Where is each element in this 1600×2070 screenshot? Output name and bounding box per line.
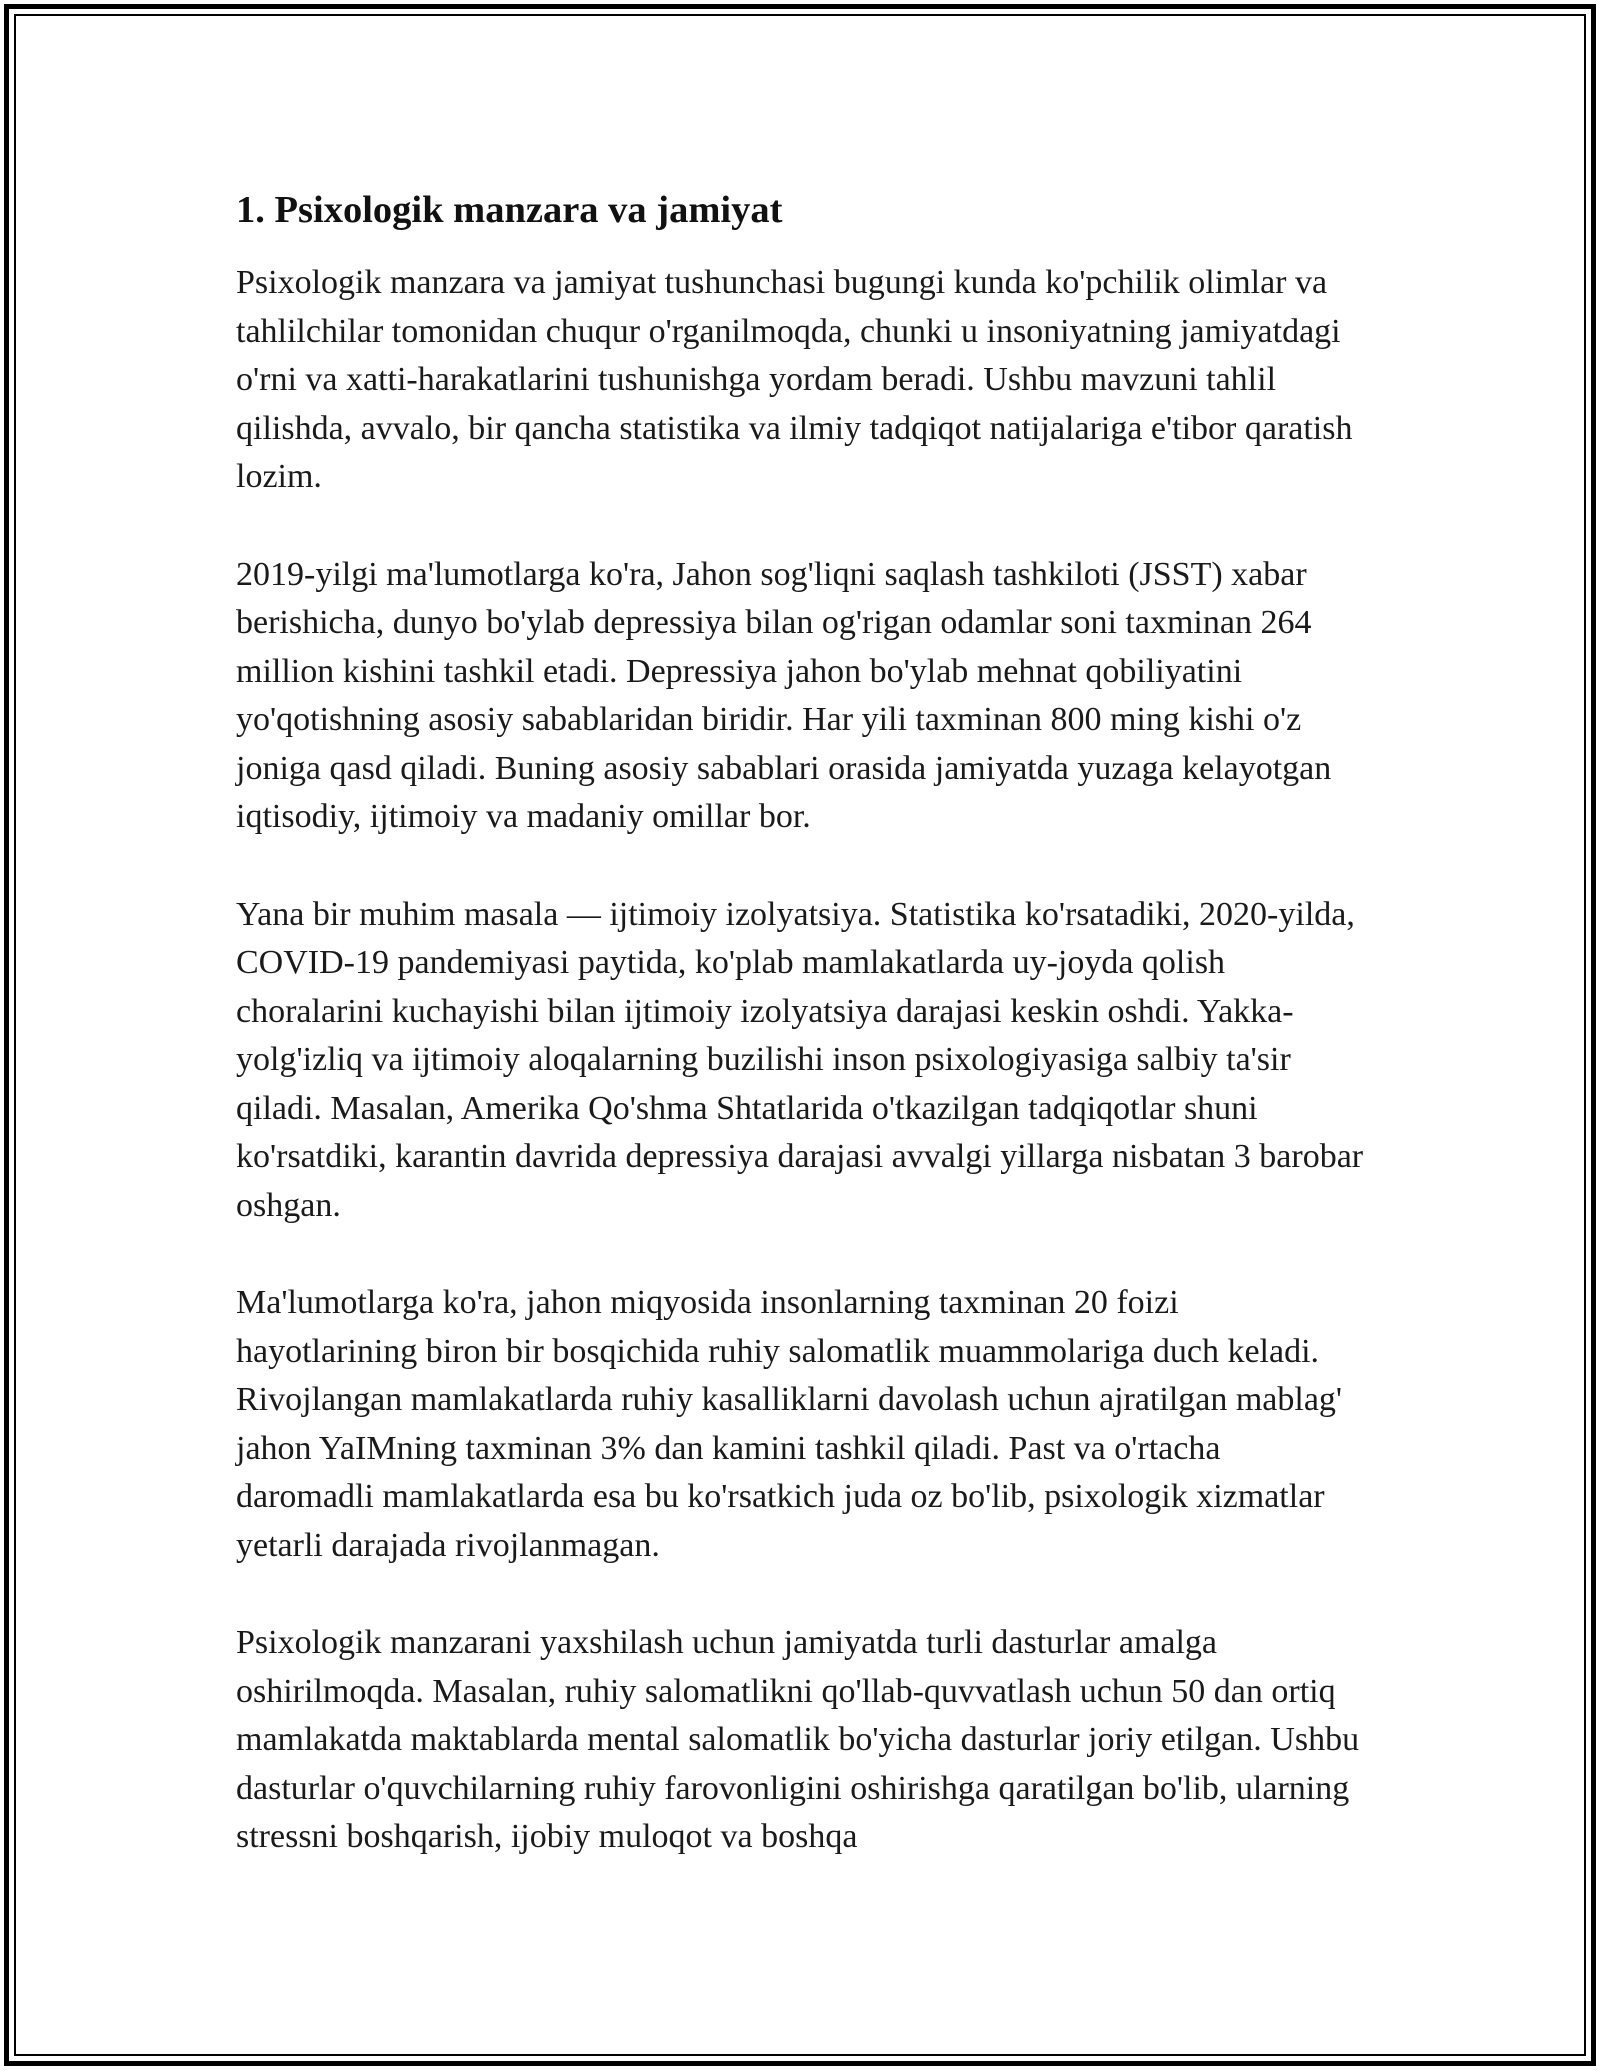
paragraph-4: Ma'lumotlarga ko'ra, jahon miqyosida insonlarning taxminan 20 foizi hayotlarining biron bir bosqichida ruhiy salomatlik muammolariga duch keladi. Rivojlangan mamlakatlarda ruhiy kasalliklarni davolash uchun ajratilgan mablag' jahon YaIMning taxminan 3% dan kamini tashkil qiladi. Past va o'rtacha daromadli mamlakatlarda esa bu ko'rsatkich juda oz bo'lib, psixologik xizmatlar yetarli darajada rivojlanmagan.	[236, 1284, 1343, 1564]
section-heading: 1. Psixologik manzara va jamiyat	[236, 189, 783, 231]
paragraph-1: Psixologik manzara va jamiyat tushunchasi bugungi kunda ko'pchilik olimlar va tahlilchilar tomonidan chuqur o'rganilmoqda, chunki u insoniyatning jamiyatdagi o'rni va xatti-harakatlarini tushunishga yordam beradi. Ushbu mavzuni tahlil qilishda, avvalo, bir qancha statistika va ilmiy tadqiqot natijalariga e'tibor qaratish lozim.	[236, 264, 1353, 495]
paragraph-2: 2019-yilgi ma'lumotlarga ko'ra, Jahon sog'liqni saqlash tashkiloti (JSST) xabar berishicha, dunyo bo'ylab depressiya bilan og'rigan odamlar soni taxminan 264 million kishini tashkil etadi. Depressiya jahon bo'ylab mehnat qobiliyatini yo'qotishning asosiy sabablaridan biridir. Har yili taxminan 800 ming kishi o'z joniga qasd qiladi. Buning asosiy sabablari orasida jamiyatda yuzaga kelayotgan iqtisodiy, ijtimoiy va madaniy omillar bor.	[236, 555, 1332, 835]
document-body	[236, 186, 1366, 1911]
paragraph-5: Psixologik manzarani yaxshilash uchun jamiyatda turli dasturlar amalga oshirilmoqda. Masalan, ruhiy salomatlikni qo'llab-quvvatlash uchun 50 dan ortiq mamlakatda maktablarda mental salomatlik bo'yicha dasturlar joriy etilgan. Ushbu dasturlar o'quvchilarning ruhiy farovonligini oshirishga qaratilgan bo'lib, ularning stressni boshqarish, ijobiy muloqot va boshqa	[236, 1624, 1360, 1855]
paragraph-3: Yana bir muhim masala — ijtimoiy izolyatsiya. Statistika ko'rsatadiki, 2020-yilda, COVID-19 pandemiyasi paytida, ko'plab mamlakatlarda uy-joyda qolish choralarini kuchayishi bilan ijtimoiy izolyatsiya darajasi keskin oshdi. Yakka-yolg'izliq va ijtimoiy aloqalarning buzilishi inson psixologiyasiga salbiy ta'sir qiladi. Masalan, Amerika Qo'shma Shtatlarida o'tkazilgan tadqiqotlar shuni ko'rsatdiki, karantin davrida depressiya darajasi avvalgi yillarga nisbatan 3 barobar oshgan.	[236, 895, 1364, 1224]
